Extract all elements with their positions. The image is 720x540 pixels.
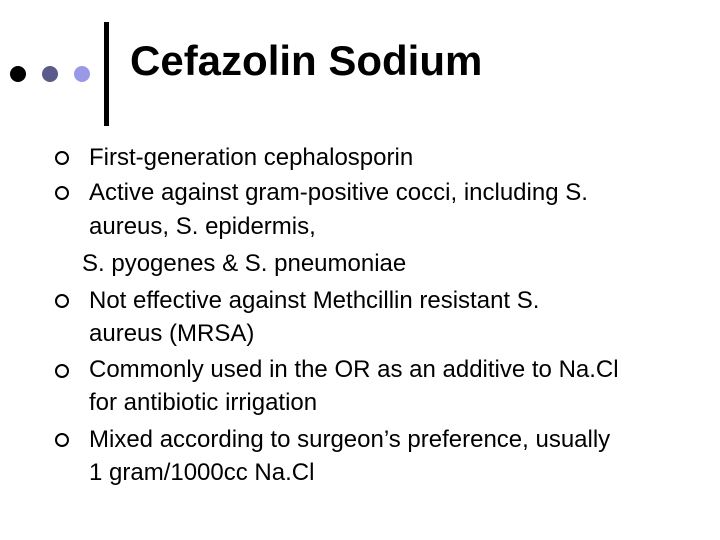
bullet-text: Mixed according to surgeon’s preference, usually bbox=[89, 426, 611, 453]
hollow-circle-bullet-icon bbox=[55, 186, 69, 200]
bullet-text: First-generation cephalosporin bbox=[89, 144, 414, 171]
slide-title: Cefazolin Sodium bbox=[130, 37, 483, 84]
hollow-circle-bullet-icon bbox=[55, 151, 69, 165]
bullet-text: Not effective against Methcillin resistant S. bbox=[89, 287, 540, 314]
title-divider bbox=[104, 22, 109, 126]
hollow-circle-bullet-icon bbox=[55, 294, 69, 308]
decor-dot-lavender-icon bbox=[74, 66, 90, 82]
hollow-circle-bullet-icon bbox=[55, 364, 69, 378]
decor-dot-slate-icon bbox=[42, 66, 58, 82]
hollow-circle-bullet-icon bbox=[55, 433, 69, 447]
bullet-text-continuation: for antibiotic irrigation bbox=[89, 389, 318, 416]
bullet-text-continuation: S. pyogenes & S. pneumoniae bbox=[82, 250, 407, 277]
bullet-text: Active against gram-positive cocci, including S. bbox=[89, 179, 588, 206]
decor-dot-black-icon bbox=[10, 66, 26, 82]
bullet-text-continuation: aureus (MRSA) bbox=[89, 320, 255, 347]
bullet-text-continuation: 1 gram/1000cc Na.Cl bbox=[89, 459, 315, 486]
bullet-text: Commonly used in the OR as an additive to Na.Cl bbox=[89, 356, 619, 383]
bullet-text-continuation: aureus, S. epidermis, bbox=[89, 213, 316, 240]
